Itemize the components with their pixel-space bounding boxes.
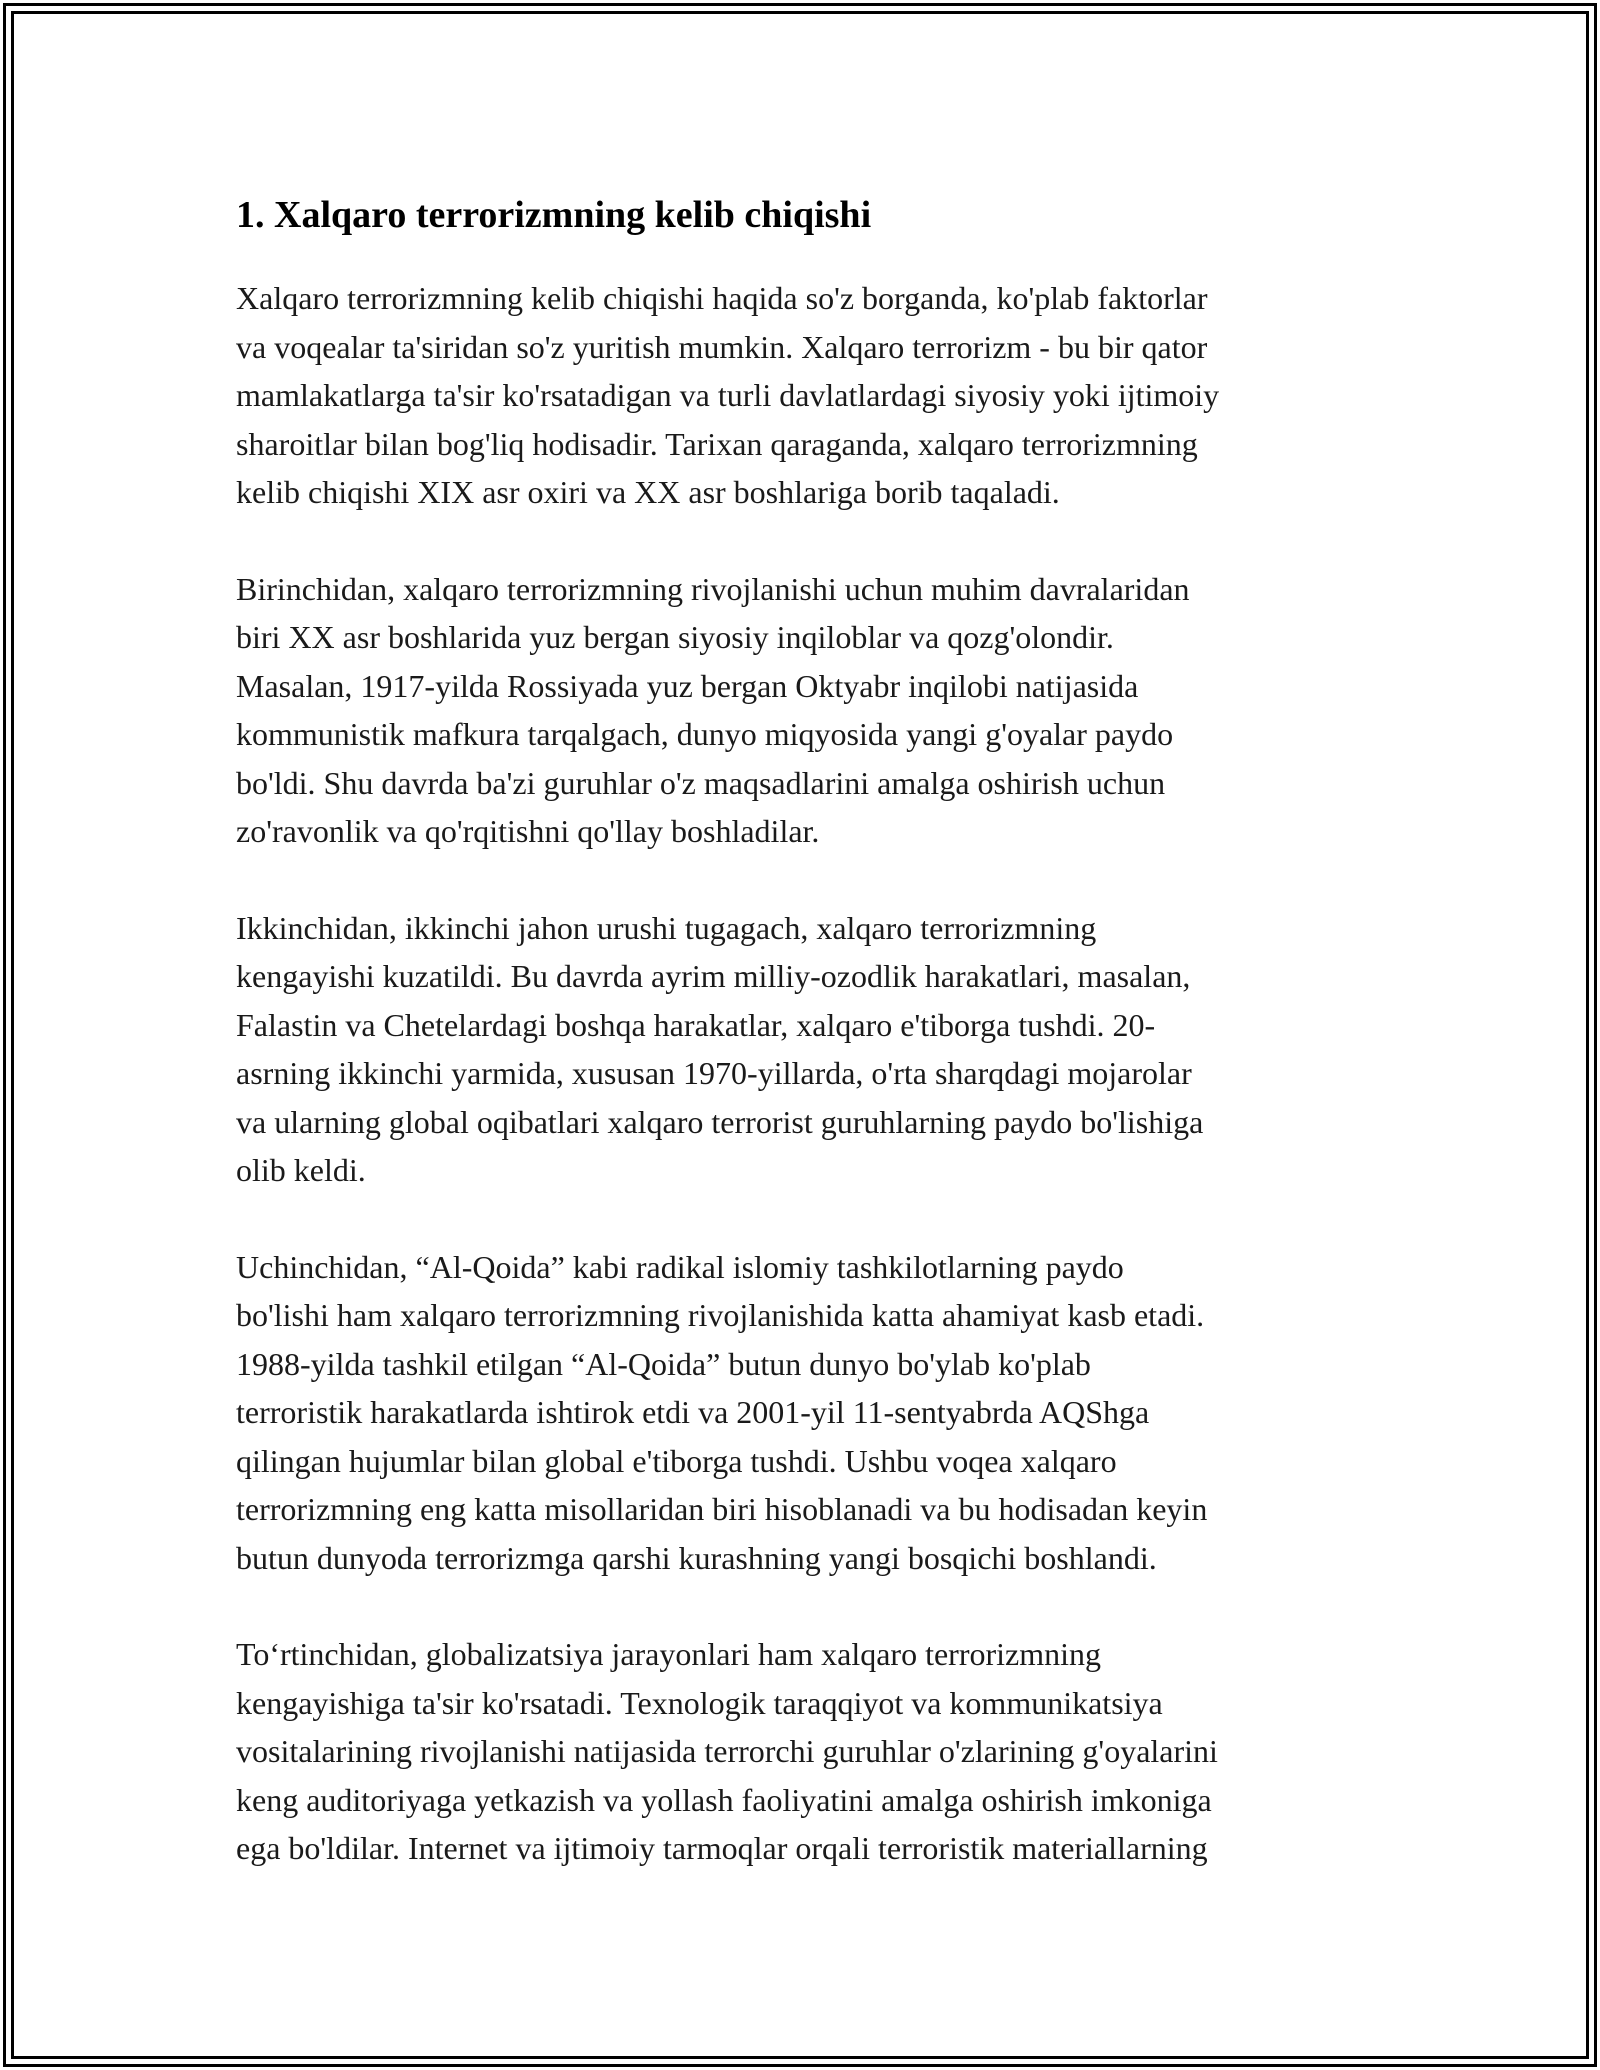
text-line: kengayishiga ta'sir ko'rsatadi. Texnologik taraqqiyot va kommunikatsiya: [236, 1684, 1163, 1721]
page-title: 1. Xalqaro terrorizmning kelib chiqishi: [236, 194, 872, 236]
text-line: terrorizmning eng katta misollaridan biri hisoblanadi va bu hodisadan keyin: [236, 1491, 1208, 1527]
paragraph-4: [236, 1243, 1376, 1583]
text-line: Xalqaro terrorizmning kelib chiqishi haqida so'z borganda, ko'plab faktorlar: [236, 280, 1208, 316]
text-line: Ikkinchidan, ikkinchi jahon urushi tugagach, xalqaro terrorizmning: [236, 909, 1097, 946]
text-line: kommunistik mafkura tarqalgach, dunyo miqyosida yangi g'oyalar paydo: [236, 716, 1174, 752]
paragraph-3: [236, 904, 1376, 1195]
text-line: mamlakatlarga ta'sir ko'rsatadigan va turli davlatlardagi siyosiy yoki ijtimoiy: [236, 377, 1220, 413]
paragraph-5: [236, 1630, 1376, 1873]
text-line: va voqealar ta'siridan so'z yuritish mumkin. Xalqaro terrorizm - bu bir qator: [236, 328, 1208, 365]
text-line: ega bo'ldilar. Internet va ijtimoiy tarmoqlar orqali terroristik materiallarning: [236, 1830, 1208, 1866]
text-line: bo'lishi ham xalqaro terrorizmning rivojlanishida katta ahamiyat kasb etadi.: [236, 1297, 1205, 1333]
text-line: butun dunyoda terrorizmga qarshi kurashning yangi bosqichi boshlandi.: [236, 1539, 1157, 1576]
paragraph-list: [236, 274, 1376, 1873]
document-body: [236, 186, 1376, 1921]
text-line: terroristik harakatlarda ishtirok etdi va 2001-yil 11-sentyabrda AQShga: [236, 1394, 1150, 1430]
text-line: Masalan, 1917-yilda Rossiyada yuz bergan Oktyabr inqilobi natijasida: [236, 667, 1139, 704]
text-line: Uchinchidan, “Al-Qoida” kabi radikal islomiy tashkilotlarning paydo: [236, 1248, 1124, 1285]
text-line: bo'ldi. Shu davrda ba'zi guruhlar o'z maqsadlarini amalga oshirish uchun: [236, 764, 1166, 801]
text-line: asrning ikkinchi yarmida, xususan 1970-yillarda, o'rta sharqdagi mojarolar: [236, 1055, 1192, 1091]
text-line: sharoitlar bilan bog'liq hodisadir. Tarixan qaraganda, xalqaro terrorizmning: [236, 425, 1198, 462]
text-line: biri XX asr boshlarida yuz bergan siyosiy inqiloblar va qozg'olondir.: [236, 619, 1114, 655]
text-line: 1988-yilda tashkil etilgan “Al-Qoida” butun dunyo bo'ylab ko'plab: [236, 1345, 1091, 1382]
text-line: Birinchidan, xalqaro terrorizmning rivojlanishi uchun muhim davralaridan: [236, 570, 1190, 607]
text-line: kelib chiqishi XIX asr oxiri va XX asr boshlariga borib taqaladi.: [236, 474, 1060, 510]
text-line: To‘rtinchidan, globalizatsiya jarayonlari ham xalqaro terrorizmning: [236, 1636, 1101, 1672]
text-line: kengayishi kuzatildi. Bu davrda ayrim milliy-ozodlik harakatlari, masalan,: [236, 958, 1191, 994]
text-line: olib keldi.: [236, 1152, 366, 1188]
text-line: Falastin va Chetelardagi boshqa harakatlar, xalqaro e'tiborga tushdi. 20-: [236, 1006, 1156, 1043]
text-line: zo'ravonlik va qo'rqitishni qo'llay boshladilar.: [236, 813, 820, 849]
paragraph-1: [236, 274, 1376, 517]
text-line: qilingan hujumlar bilan global e'tiborga tushdi. Ushbu voqea xalqaro: [236, 1442, 1117, 1479]
text-line: va ularning global oqibatlari xalqaro terrorist guruhlarning paydo bo'lishiga: [236, 1103, 1204, 1140]
text-line: vositalarining rivojlanishi natijasida terrorchi guruhlar o'zlarining g'oyalarini: [236, 1733, 1218, 1769]
paragraph-2: [236, 565, 1376, 856]
text-line: keng auditoriyaga yetkazish va yollash faoliyatini amalga oshirish imkoniga: [236, 1781, 1212, 1818]
